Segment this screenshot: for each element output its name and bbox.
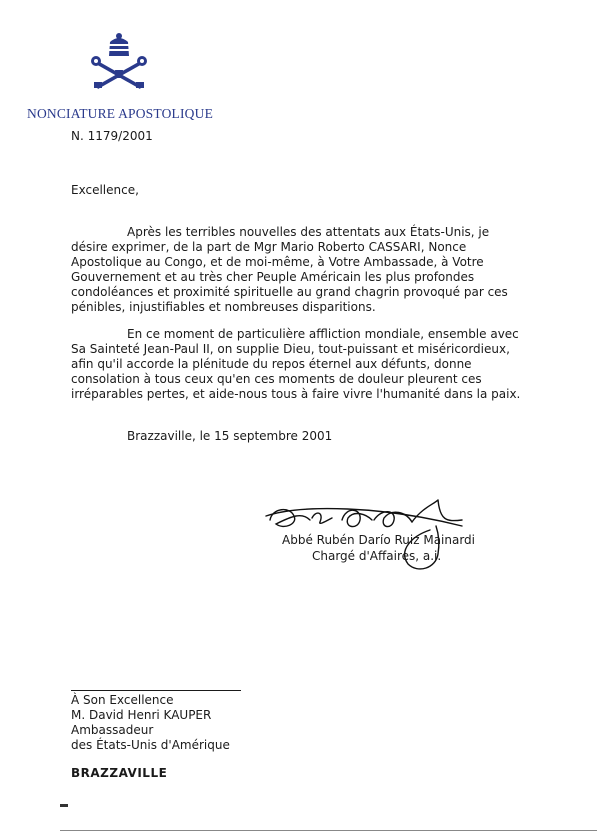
paragraph-prayer: [71, 327, 531, 402]
recipient-city: BRAZZAVILLE: [71, 766, 168, 780]
reference-number: N. 1179/2001: [71, 129, 153, 143]
page-bottom-edge: [60, 830, 597, 831]
paragraph-line: En ce moment de particulière affliction mondiale, ensemble avec: [127, 327, 519, 341]
paragraph-line: irréparables pertes, et aide-nous tous à faire vivre l'humanité dans la paix.: [71, 387, 521, 401]
paragraph-line: Après les terribles nouvelles des attentats aux États-Unis, je: [127, 225, 490, 239]
paragraph-line: désire exprimer, de la part de Mgr Mario Roberto CASSARI, Nonce: [71, 240, 467, 254]
salutation: Excellence,: [71, 183, 139, 197]
paragraph-line: afin qu'il accorde la plénitude du repos éternel aux défunts, donne: [71, 357, 472, 371]
paragraph-line: Sa Sainteté Jean-Paul II, on supplie Dieu, tout-puissant et miséricordieux,: [71, 342, 510, 356]
recipient-line: Ambassadeur: [71, 723, 154, 737]
paragraph-line: consolation à tous ceux qu'en ces moments de douleur pleurent ces: [71, 372, 482, 386]
paragraph-condolences: [71, 225, 531, 315]
recipient-line: des États-Unis d'Amérique: [71, 738, 230, 752]
paragraph-line: condoléances et proximité spirituelle au grand chagrin provoqué par ces: [71, 285, 508, 299]
address-divider: [71, 690, 241, 691]
paragraph-line: Apostolique au Congo, et de moi-même, à Votre Ambassade, à Votre: [71, 255, 484, 269]
paragraph-line: pénibles, injustifiables et nombreuses disparitions.: [71, 300, 376, 314]
papal-coat-of-arms-icon: [88, 30, 150, 92]
recipient-line: À Son Excellence: [71, 693, 174, 707]
paragraph-line: Gouvernement et au très cher Peuple Américain les plus profondes: [71, 270, 475, 284]
place-date: Brazzaville, le 15 septembre 2001: [127, 429, 333, 443]
signatory-name: Abbé Rubén Darío Ruiz Mainardi: [282, 533, 476, 547]
letterhead-title: NONCIATURE APOSTOLIQUE: [27, 106, 214, 121]
recipient-line: M. David Henri KAUPER: [71, 708, 212, 722]
scan-mark: [60, 804, 68, 807]
signatory-title: Chargé d'Affaires, a.i.: [312, 549, 442, 563]
